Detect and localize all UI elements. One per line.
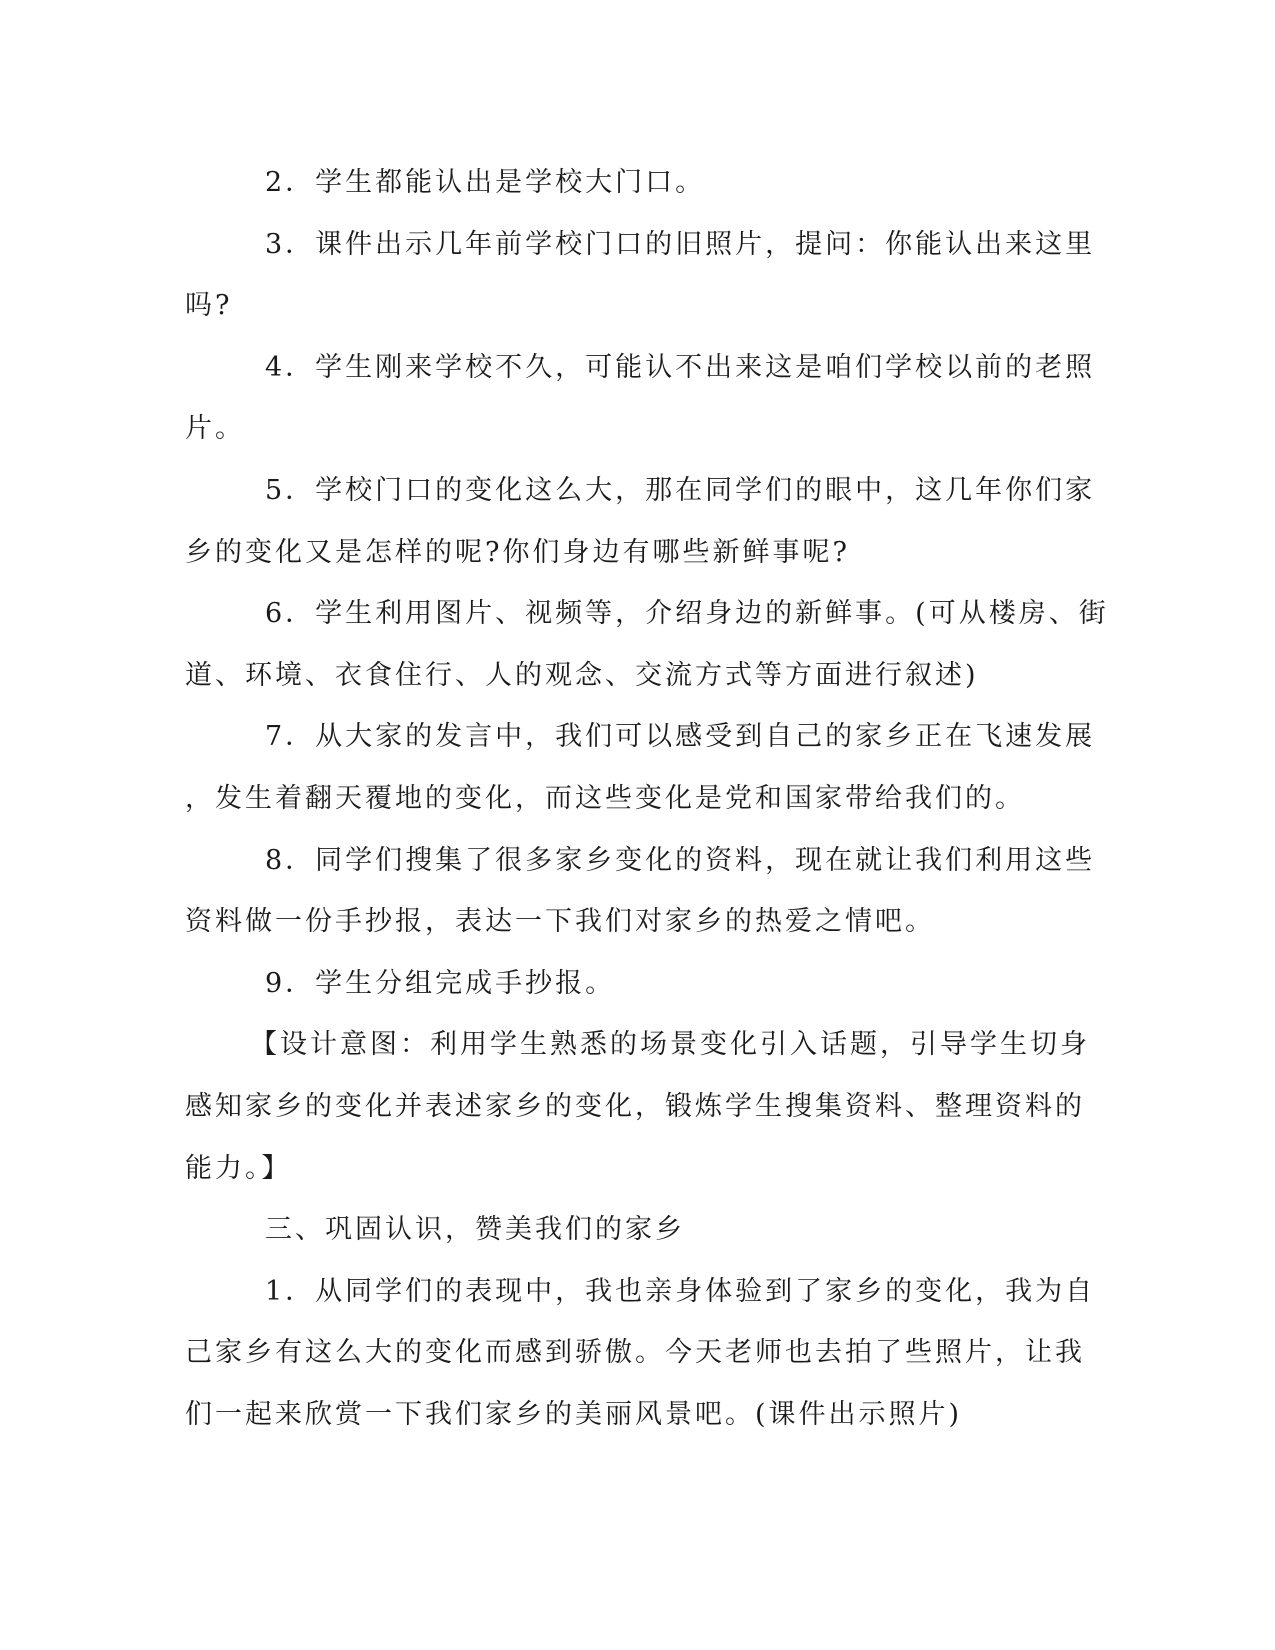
design-intent-line: 能力。】 xyxy=(185,1152,292,1184)
design-intent-line: 【设计意图：利用学生熟悉的场景变化引入话题，引导学生切身 xyxy=(250,1029,1090,1061)
paragraph-line: 6．学生利用图片、视频等，介绍身边的新鲜事。(可从楼房、街 xyxy=(265,598,1109,630)
paragraph-line: 1．从同学们的表现中，我也亲身体验到了家乡的变化，我为自 xyxy=(265,1275,1096,1307)
paragraph-line: 5．学校门口的变化这么大，那在同学们的眼中，这几年你们家 xyxy=(265,474,1096,506)
paragraph-line: 吗? xyxy=(185,290,233,322)
paragraph-line: 己家乡有这么大的变化而感到骄傲。今天老师也去拍了些照片，让我 xyxy=(185,1337,1085,1369)
paragraph-line: 3．课件出示几年前学校门口的旧照片，提问：你能认出来这里 xyxy=(265,228,1096,260)
paragraph-line: 9．学生分组完成手抄报。 xyxy=(265,967,616,999)
paragraph-line: 7．从大家的发言中，我们可以感受到自己的家乡正在飞速发展 xyxy=(265,721,1096,753)
paragraph-line: 片。 xyxy=(185,413,245,445)
section-heading: 三、巩固认识，赞美我们的家乡 xyxy=(265,1214,685,1246)
document-body xyxy=(185,163,1109,1456)
paragraph-line: 4．学生刚来学校不久，可能认不出来这是咱们学校以前的老照 xyxy=(265,351,1096,383)
paragraph-line: ，发生着翻天覆地的变化，而这些变化是党和国家带给我们的。 xyxy=(185,782,1025,814)
paragraph-line: 们一起来欣赏一下我们家乡的美丽风景吧。(课件出示照片) xyxy=(185,1398,963,1430)
paragraph-line: 资料做一份手抄报，表达一下我们对家乡的热爱之情吧。 xyxy=(185,906,935,938)
design-intent-line: 感知家乡的变化并表述家乡的变化，锻炼学生搜集资料、整理资料的 xyxy=(185,1090,1085,1122)
paragraph-line: 2．学生都能认出是学校大门口。 xyxy=(265,167,706,198)
paragraph-line: 道、环境、衣食住行、人的观念、交流方式等方面进行叙述) xyxy=(185,659,979,691)
paragraph-line: 乡的变化又是怎样的呢?你们身边有哪些新鲜事呢? xyxy=(185,536,850,568)
paragraph-line: 8．同学们搜集了很多家乡变化的资料，现在就让我们利用这些 xyxy=(265,844,1096,876)
